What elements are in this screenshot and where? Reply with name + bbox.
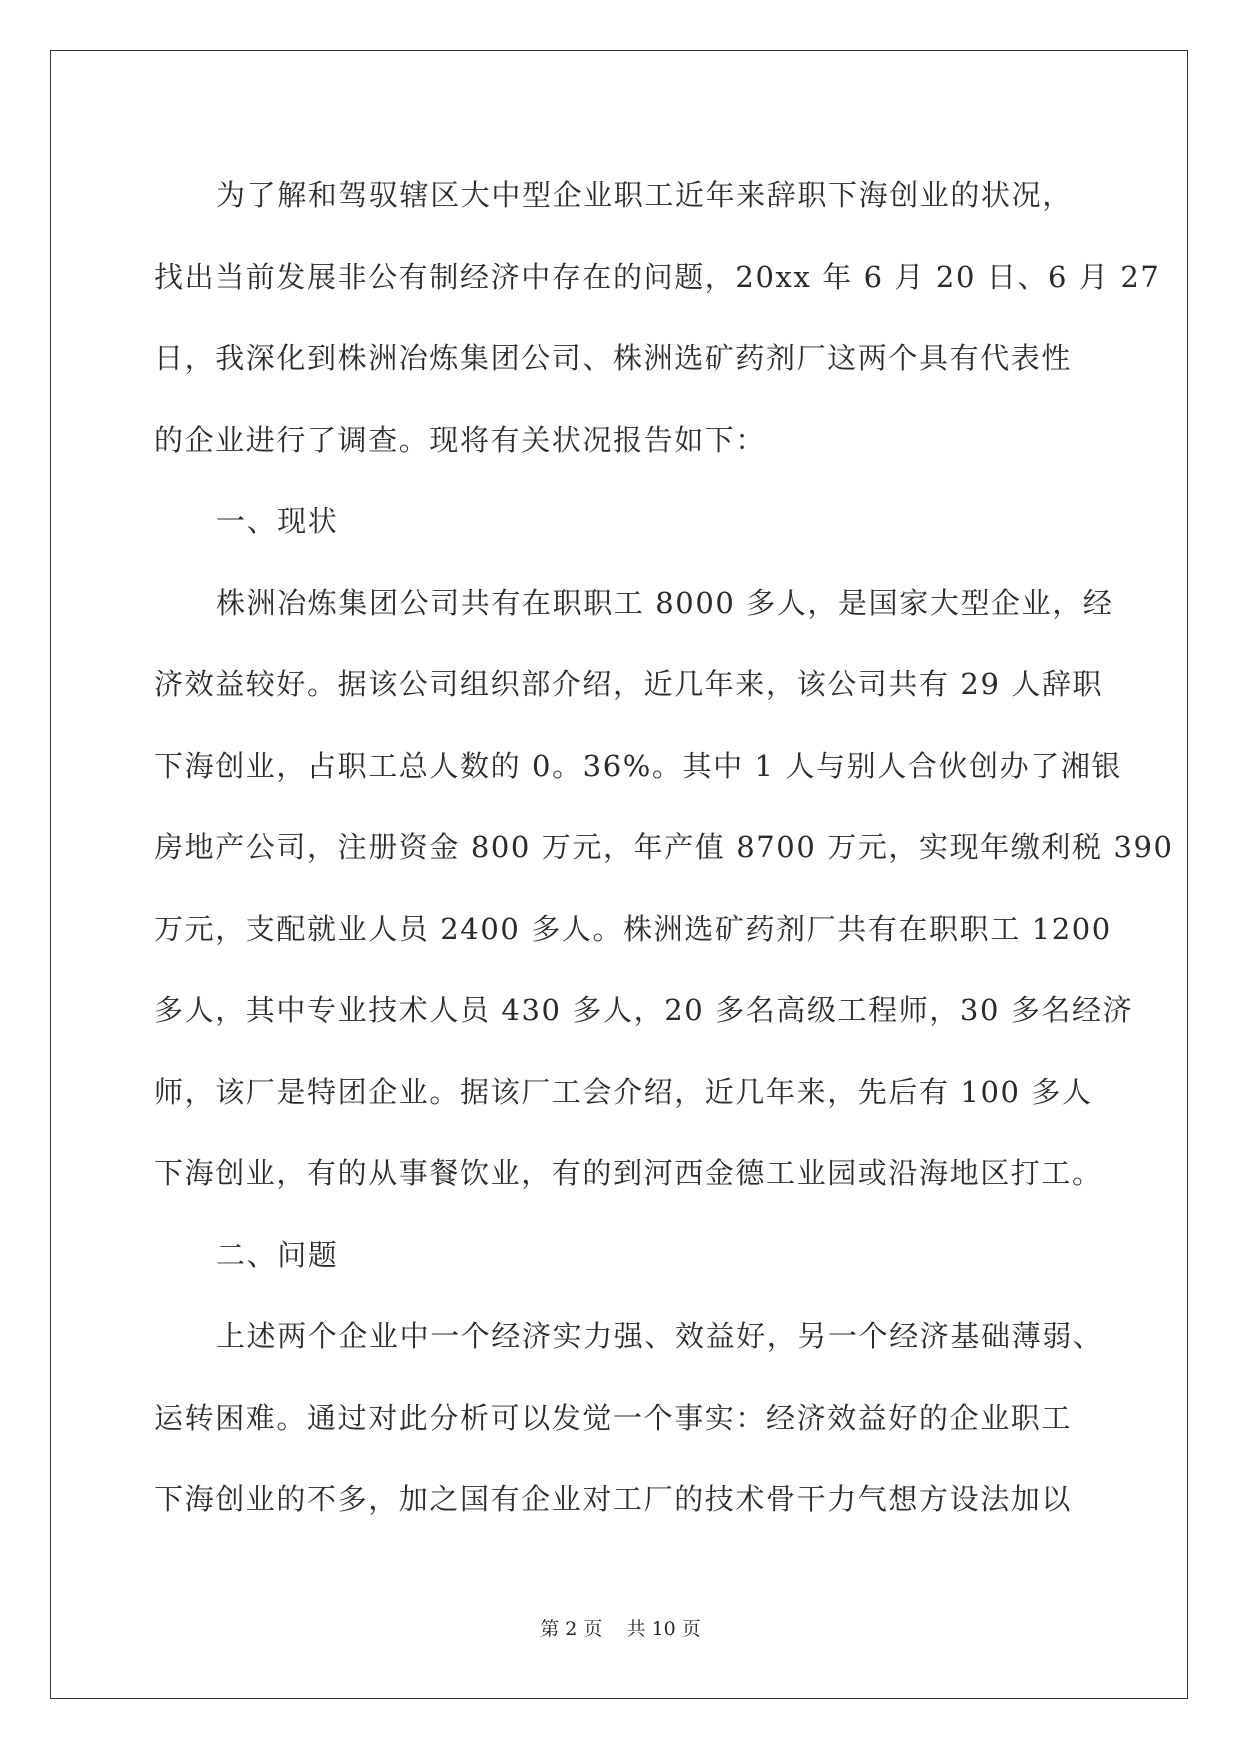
paragraph-line: 日，我深化到株洲冶炼集团公司、株洲选矿药剂厂这两个具有代表性	[154, 341, 1073, 375]
paragraph-line: 师，该厂是特团企业。据该厂工会介绍，近几年来，先后有 100 多人	[154, 1074, 1093, 1109]
paragraph-line: 济效益较好。据该公司组织部介绍，近几年来，该公司共有 29 人辞职	[154, 667, 1104, 701]
section-heading-status: 一、现状	[216, 504, 339, 538]
section-heading-problems: 二、问题	[216, 1237, 339, 1272]
paragraph-line: 下海创业的不多，加之国有企业对工厂的技术骨干力气想方设法加以	[154, 1482, 1073, 1516]
paragraph-line: 万元，支配就业人员 2400 多人。株洲选矿药剂厂共有在职职工 1200	[154, 911, 1112, 946]
paragraph-line: 为了解和驾驭辖区大中型企业职工近年来辞职下海创业的状况，	[216, 178, 1073, 212]
paragraph-line: 运转困难。通过对此分析可以发觉一个事实：经济效益好的企业职工	[154, 1400, 1073, 1435]
paragraph-line: 房地产公司，注册资金 800 万元，年产值 8700 万元，实现年缴利税 390	[154, 830, 1174, 864]
paragraph-line: 多人，其中专业技术人员 430 多人，20 多名高级工程师，30 多名经济	[154, 993, 1134, 1027]
paragraph-line: 的企业进行了调查。现将有关状况报告如下：	[154, 422, 767, 457]
paragraph-line: 找出当前发展非公有制经济中存在的问题，20xx 年 6 月 20 日、6 月 27	[154, 259, 1161, 294]
paragraph-line: 下海创业，有的从事餐饮业，有的到河西金德工业园或沿海地区打工。	[154, 1156, 1103, 1190]
paragraph-line: 株洲冶炼集团公司共有在职职工 8000 多人，是国家大型企业，经	[216, 585, 1114, 620]
paragraph-line: 下海创业，占职工总人数的 0。36%。其中 1 人与别人合伙创办了湘银	[154, 748, 1123, 783]
document-body	[154, 155, 1174, 1541]
paragraph-line: 上述两个企业中一个经济实力强、效益好，另一个经济基础薄弱、	[216, 1319, 1104, 1353]
page-number-footer: 第 2 页 共 10 页	[540, 1618, 701, 1640]
